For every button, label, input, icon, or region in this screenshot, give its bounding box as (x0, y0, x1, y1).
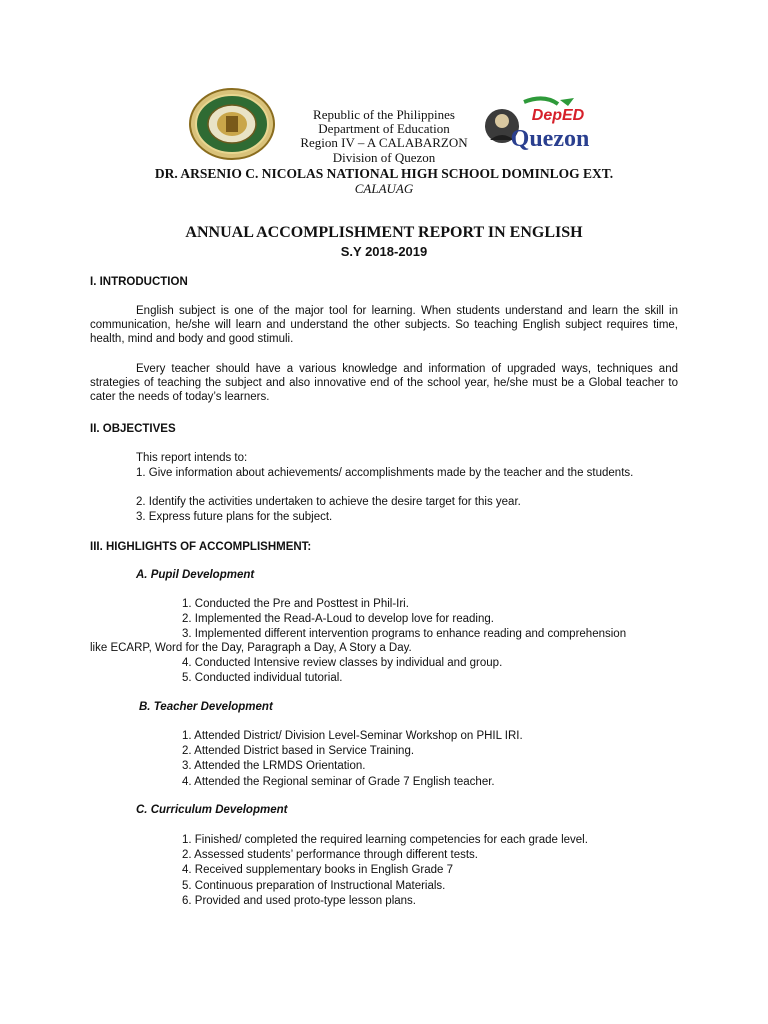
list-item: 4. Attended the Regional seminar of Grade 7 English teacher. (182, 775, 495, 788)
pupil-development-heading: A. Pupil Development (136, 569, 255, 581)
list-item: 2. Attended District based in Service Training. (182, 745, 415, 758)
introduction-paragraph-2: Every teacher should have a various knowledge and information of upgraded ways, techniques and strategies of teaching the subject and also innovative end of the school year, he/she must be a Global teacher to cater the needs of today’s learners. (90, 363, 678, 403)
list-item: 5. Conducted individual tutorial. (182, 672, 343, 685)
list-item: 4. Received supplementary books in English Grade 7 (182, 864, 454, 877)
teacher-development-heading: B. Teacher Development (139, 701, 273, 713)
curriculum-development-list (182, 833, 588, 909)
list-item: 5. Continuous preparation of Instructional Materials. (182, 879, 446, 892)
teacher-development-list (182, 729, 523, 790)
list-item: 1. Attended District/ Division Level-Seminar Workshop on PHIL IRI. (182, 730, 523, 742)
school-year: S.Y 2018-2019 (340, 244, 428, 259)
header-region: Region IV – A CALABARZON (300, 135, 468, 150)
page-title: ANNUAL ACCOMPLISHMENT REPORT IN ENGLISH (185, 224, 583, 241)
list-item: 6. Provided and used proto-type lesson plans. (182, 894, 416, 907)
deped-logo-word2: Quezon (510, 126, 590, 152)
deped-logo-word1: DepED (531, 107, 585, 124)
curriculum-development-heading: C. Curriculum Development (136, 804, 288, 816)
pupil-development-list (90, 597, 626, 686)
list-item: 4. Conducted Intensive review classes by individual and group. (182, 656, 503, 669)
school-name: DR. ARSENIO C. NICOLAS NATIONAL HIGH SCHOOL DOMINLOG EXT. (154, 166, 614, 181)
header-department: Department of Education (318, 121, 450, 136)
header-republic: Republic of the Philippines (313, 107, 455, 122)
list-item: 2. Assessed students’ performance through different tests. (182, 849, 478, 862)
objective-item-1: 1. Give information about achievements/ accomplishments made by the teacher and the students. (136, 467, 634, 479)
list-item: 1. Finished/ completed the required learning competencies for each grade level. (182, 834, 588, 846)
header-division: Division of Quezon (332, 150, 436, 165)
objective-item-3: 3. Express future plans for the subject. (136, 511, 333, 523)
introduction-heading: I. INTRODUCTION (90, 276, 188, 288)
list-item: 2. Implemented the Read-A-Loud to develop love for reading. (182, 613, 494, 626)
list-item: 3. Implemented different intervention programs to enhance reading and comprehension (182, 628, 627, 641)
list-item: 3. Attended the LRMDS Orientation. (182, 760, 366, 773)
introduction-paragraph-1: English subject is one of the major tool for learning. When students understand and learn the skill in communication, he/she will learn and understand the other subjects. So teaching English subject requires time, health, mind and body and good stimuli. (90, 305, 678, 345)
list-item: like ECARP, Word for the Day, Paragraph a Day, A Story a Day. (90, 641, 412, 654)
objectives-lead: This report intends to: (136, 452, 248, 464)
school-town: CALAUAG (354, 181, 414, 196)
objectives-heading: II. OBJECTIVES (90, 423, 176, 435)
list-item: 1. Conducted the Pre and Posttest in Phil-Iri. (182, 598, 409, 610)
objective-item-2: 2. Identify the activities undertaken to achieve the desire target for this year. (136, 496, 521, 508)
highlights-heading: III. HIGHLIGHTS OF ACCOMPLISHMENT: (90, 541, 312, 553)
